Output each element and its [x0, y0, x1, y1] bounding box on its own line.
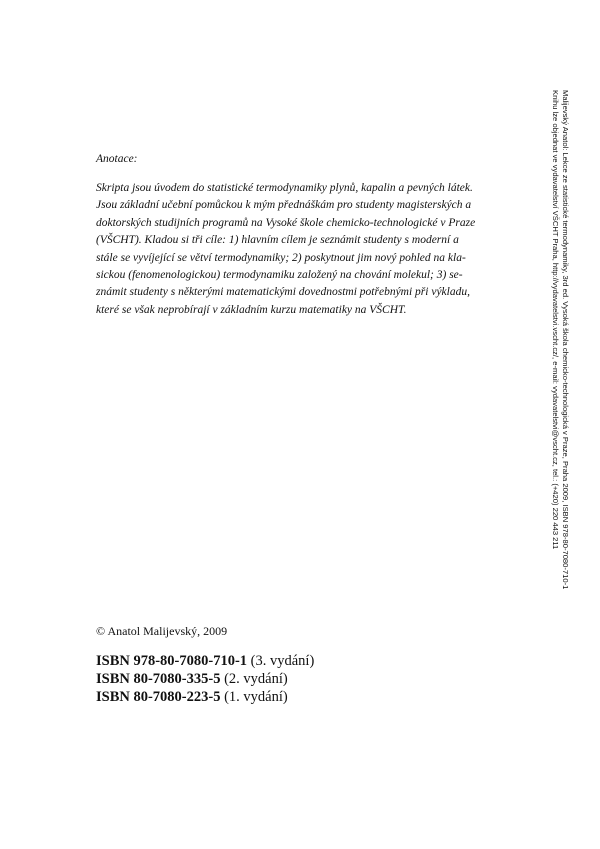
annotation-line: (VŠCHT). Kladou si tři cíle: 1) hlavním cílem je seznámit studenty s moderní a: [96, 234, 459, 247]
isbn-list: [96, 652, 314, 707]
isbn-entry: [96, 670, 314, 688]
annotation-line: Skripta jsou úvodem do statistické termodynamiky plynů, kapalin a pevných látek.: [96, 182, 473, 194]
annotation-body: [96, 180, 516, 319]
copyright-notice: © Anatol Malijevský, 2009: [96, 624, 228, 638]
isbn-number: ISBN 978-80-7080-710-1: [96, 653, 248, 669]
isbn-edition: (1. vydání): [220, 689, 288, 706]
side-note-line: Malijevský Anatol: Lekce ze statistické termodynamiky, 3rd ed. Vysoká škola chemicko-technologická v Praze, Praha 2009, ISBN 978-80-7080-710-1: [561, 90, 570, 590]
side-note-line: Knihu lze objednat ve vydavatelství VŠCHT Praha, http://vydavatelstvi.vscht.cz/, e-mail: vydavatelstvi@vscht.cz, tel.: (+420) 220 443 211: [551, 90, 560, 550]
isbn-entry: [96, 688, 314, 706]
annotation-line: Jsou základní učební pomůckou k mým přednáškám pro studenty magisterských a: [96, 199, 472, 212]
annotation-line: stále se vyvíjející se větví termodynamiky; 2) poskytnout jim nový pohled na kla-: [96, 251, 466, 264]
isbn-entry: [96, 652, 314, 670]
annotation-line: doktorských studijních programů na Vysoké škole chemicko-technologické v Praze: [96, 216, 476, 229]
isbn-edition: (2. vydání): [220, 671, 288, 688]
isbn-edition: (3. vydání): [247, 653, 315, 669]
annotation-label: Anotace:: [96, 153, 138, 165]
isbn-number: ISBN 80-7080-335-5: [96, 671, 221, 688]
isbn-number: ISBN 80-7080-223-5: [96, 689, 221, 706]
annotation-line: sickou (fenomenologickou) termodynamiku založený na chování molekul; 3) se-: [96, 269, 463, 282]
side-publication-note: [550, 90, 570, 630]
annotation-line: známit studenty s některými matematickými dovednostmi potřebnými při výkladu,: [96, 286, 470, 299]
annotation-line: které se však neprobírají v základním kurzu matematiky na VŠCHT.: [96, 303, 407, 316]
